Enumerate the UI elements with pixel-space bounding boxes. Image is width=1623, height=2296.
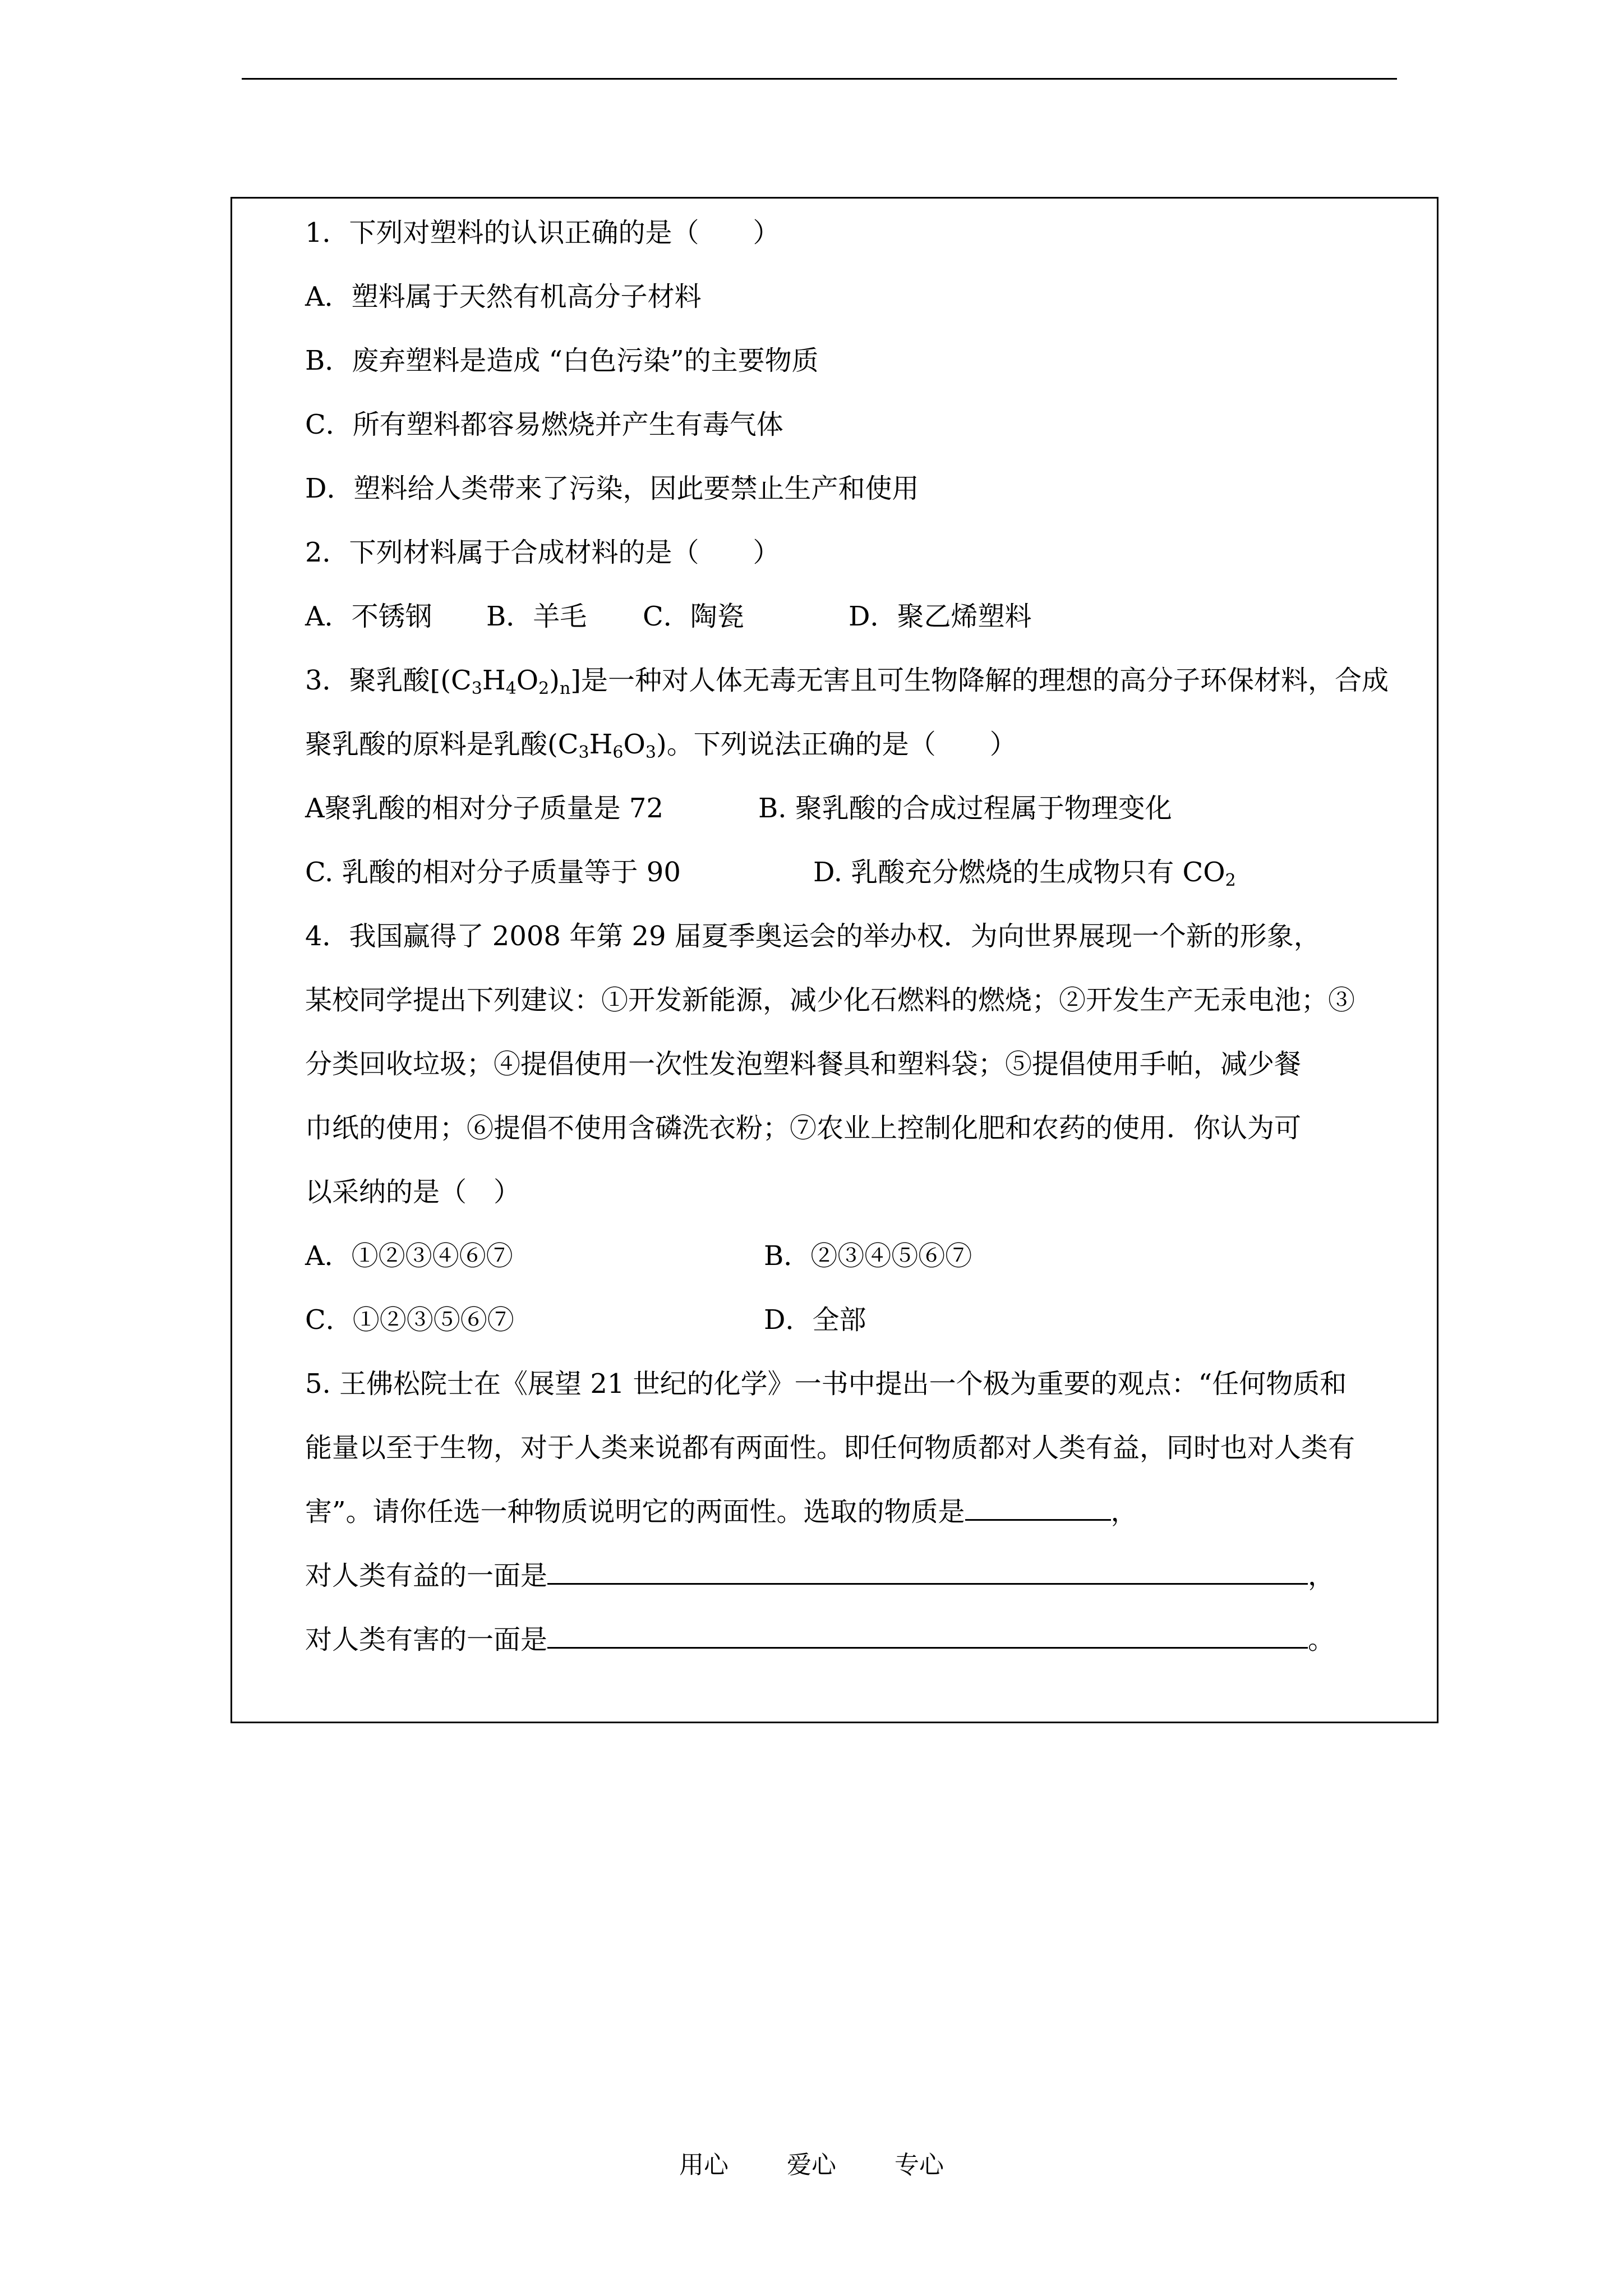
q3-option-b: B. 聚乳酸的合成过程属于物理变化 xyxy=(758,793,1172,824)
q3-options-cd xyxy=(305,853,1236,892)
q5-harm-line: 对人类有害的一面是 。 xyxy=(305,1620,1335,1659)
q4-options-cd xyxy=(305,1300,866,1340)
q2-option-d: D．聚乙烯塑料 xyxy=(849,601,1032,632)
q4-stem-line3: 分类回收垃圾；④提倡使用一次性发泡塑料餐具和塑料袋；⑤提倡使用手帕，减少餐 xyxy=(305,1048,1302,1080)
q2-stem: 2．下列材料属于合成材料的是（ ） xyxy=(305,537,780,568)
benefit-answer-blank[interactable] xyxy=(547,1557,1308,1585)
q4-stem-line5: 以采纳的是（ ） xyxy=(305,1176,521,1208)
q3-options-ab xyxy=(305,789,1172,828)
q3-option-c: C. 乳酸的相对分子质量等于 90 xyxy=(305,857,681,888)
q4-stem-line2: 某校同学提出下列建议：①开发新能源，减少化石燃料的燃烧；②开发生产无汞电池；③ xyxy=(305,984,1355,1016)
q3-stem-line2: 聚乳酸的原料是乳酸$(C_3H_6O_3)$。下列说法正确的是（ ） xyxy=(305,729,1017,762)
q1-option-d: D．塑料给人类带来了污染，因此要禁止生产和使用 xyxy=(305,473,919,504)
q2-option-b: B．羊毛 xyxy=(486,601,587,632)
q1-option-c: C．所有塑料都容易燃烧并产生有毒气体 xyxy=(305,409,783,440)
q5-stem-line3: 害”。请你任选一种物质说明它的两面性。选取的物质是 ， xyxy=(305,1492,1138,1531)
q3-stem-line1: 3．聚乳酸$[(C_3H_4O_2)_n]$是一种对人体无毒无害且可生物降解的理想的高分子环保材料，合成 xyxy=(305,665,1389,698)
header-rule xyxy=(242,78,1397,80)
q4-stem-line1: 4．我国赢得了 2008 年第 29 届夏季奥运会的举办权．为向世界展现一个新的形象， xyxy=(305,921,1321,952)
q3-option-a: A聚乳酸的相对分子质量是 72 xyxy=(305,793,664,824)
q5-stem-line2: 能量以至于生物，对于人类来说都有两面性。即任何物质都对人类有益，同时也对人类有 xyxy=(305,1432,1355,1464)
q4-option-d: D．全部 xyxy=(764,1304,866,1336)
q5-stem-line1: 5. 王佛松院士在《展望 21 世纪的化学》一书中提出一个极为重要的观点：“任何物质和 xyxy=(305,1368,1347,1400)
q2-option-a: A．不锈钢 xyxy=(305,601,432,632)
harm-answer-blank[interactable] xyxy=(547,1621,1308,1649)
q2-options xyxy=(305,597,1032,636)
substance-answer-blank[interactable] xyxy=(965,1493,1111,1521)
q4-option-a: A．①②③④⑥⑦ xyxy=(305,1240,513,1272)
q5-benefit-line: 对人类有益的一面是 ， xyxy=(305,1556,1335,1595)
page-footer: 用心 爱心 专心 xyxy=(679,2151,944,2179)
q1-option-a: A．塑料属于天然有机高分子材料 xyxy=(305,281,702,312)
q3-option-d: D. 乳酸充分燃烧的生成物只有 $CO_2$ xyxy=(813,857,1236,890)
q4-options-ab xyxy=(305,1236,972,1276)
q2-option-c: C．陶瓷 xyxy=(643,601,744,632)
q1-stem: 1．下列对塑料的认识正确的是（ ） xyxy=(305,217,780,249)
question-box xyxy=(230,197,1438,1723)
q4-option-c: C．①②③⑤⑥⑦ xyxy=(305,1304,514,1336)
q4-option-b: B．②③④⑤⑥⑦ xyxy=(764,1240,972,1272)
q1-option-b: B．废弃塑料是造成 “白色污染”的主要物质 xyxy=(305,345,819,376)
q4-stem-line4: 巾纸的使用；⑥提倡不使用含磷洗衣粉；⑦农业上控制化肥和农药的使用．你认为可 xyxy=(305,1112,1302,1144)
